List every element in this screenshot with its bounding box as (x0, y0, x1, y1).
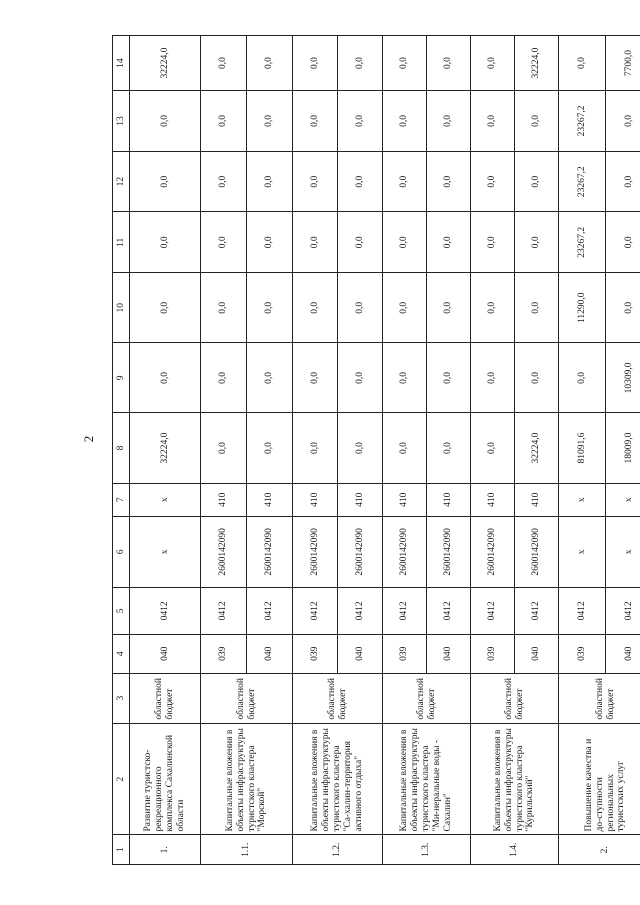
cell-c11: 0,0 (338, 212, 383, 273)
row-name: Развитие туристско-рекреационного комплекса Сахалинской области (130, 723, 201, 835)
row-number: 2. (559, 835, 640, 865)
cell-c10: 0,0 (606, 273, 640, 343)
cell-c13: 0,0 (606, 91, 640, 152)
column-header-4: 4 (113, 634, 130, 673)
column-header-10: 10 (113, 273, 130, 343)
cell-c11: 0,0 (515, 212, 559, 273)
column-header-12: 12 (113, 151, 130, 212)
column-header-11: 11 (113, 212, 130, 273)
cell-c14: 0,0 (247, 36, 293, 91)
cell-c13: 0,0 (293, 91, 338, 152)
cell-c11: 0,0 (427, 212, 471, 273)
cell-c6: x (130, 516, 201, 587)
row-number: 1.3. (383, 835, 471, 865)
row-number: 1.2. (293, 835, 383, 865)
cell-c14: 0,0 (471, 36, 515, 91)
cell-c6: 2600142090 (471, 516, 515, 587)
cell-c10: 0,0 (338, 273, 383, 343)
cell-c10: 0,0 (130, 273, 201, 343)
row-name: Капитальные вложения в объекты инфраструктуры туристского кластера "Ми-неральные воды - Сахалин" (383, 723, 471, 835)
cell-c13: 23267,2 (559, 91, 606, 152)
cell-c9: 0,0 (471, 343, 515, 413)
cell-c14: 0,0 (427, 36, 471, 91)
column-header-14: 14 (113, 36, 130, 91)
cell-c14: 0,0 (559, 36, 606, 91)
cell-c9: 0,0 (515, 343, 559, 413)
cell-c10: 0,0 (293, 273, 338, 343)
row-number: 1.1. (201, 835, 293, 865)
cell-c9: 0,0 (247, 343, 293, 413)
cell-c7: 410 (338, 483, 383, 516)
column-header-13: 13 (113, 91, 130, 152)
row-budget: областной бюджет (130, 673, 201, 723)
header-row (113, 36, 130, 865)
cell-c10: 0,0 (427, 273, 471, 343)
table-row (471, 36, 515, 865)
cell-c12: 0,0 (247, 151, 293, 212)
cell-c14: 0,0 (383, 36, 427, 91)
cell-c4: 039 (383, 634, 427, 673)
cell-c5: 0412 (201, 587, 247, 634)
cell-c14: 32224,0 (130, 36, 201, 91)
cell-c5: 0412 (293, 587, 338, 634)
cell-c6: 2600142090 (293, 516, 338, 587)
cell-c11: 23267,2 (559, 212, 606, 273)
cell-c4: 039 (201, 634, 247, 673)
cell-c13: 0,0 (471, 91, 515, 152)
cell-c11: 0,0 (201, 212, 247, 273)
cell-c13: 0,0 (201, 91, 247, 152)
cell-c7: 410 (515, 483, 559, 516)
cell-c7: 410 (293, 483, 338, 516)
cell-c10: 0,0 (201, 273, 247, 343)
cell-c12: 0,0 (201, 151, 247, 212)
cell-c13: 0,0 (247, 91, 293, 152)
cell-c7: 410 (471, 483, 515, 516)
cell-c4: 040 (606, 634, 640, 673)
cell-c10: 0,0 (247, 273, 293, 343)
cell-c8: 32224,0 (515, 413, 559, 483)
cell-c6: 2600142090 (201, 516, 247, 587)
cell-c7: 410 (247, 483, 293, 516)
cell-c14: 0,0 (338, 36, 383, 91)
table-row (130, 36, 201, 865)
column-header-5: 5 (113, 587, 130, 634)
row-budget: областной бюджет (383, 673, 471, 723)
row-number: 1. (130, 835, 201, 865)
cell-c8: 0,0 (427, 413, 471, 483)
rotated-page-area (107, 35, 632, 905)
cell-c11: 0,0 (606, 212, 640, 273)
row-name: Капитальные вложения в объекты инфраструктуры туристского кластера "Са-халин-территория активного отдыха" (293, 723, 383, 835)
cell-c12: 0,0 (427, 151, 471, 212)
cell-c5: 0412 (471, 587, 515, 634)
cell-c13: 0,0 (427, 91, 471, 152)
column-header-3: 3 (113, 673, 130, 723)
cell-c8: 0,0 (471, 413, 515, 483)
cell-c13: 0,0 (383, 91, 427, 152)
cell-c7: 410 (383, 483, 427, 516)
cell-c5: 0412 (247, 587, 293, 634)
cell-c12: 0,0 (606, 151, 640, 212)
cell-c10: 0,0 (471, 273, 515, 343)
cell-c6: 2600142090 (515, 516, 559, 587)
row-name: Капитальные вложения в объекты инфраструктуры туристского кластера "Морской" (201, 723, 293, 835)
cell-c5: 0412 (383, 587, 427, 634)
column-header-1: 1 (113, 835, 130, 865)
cell-c6: 2600142090 (247, 516, 293, 587)
cell-c9: 0,0 (293, 343, 338, 413)
cell-c12: 0,0 (338, 151, 383, 212)
cell-c7: 410 (427, 483, 471, 516)
cell-c8: 0,0 (293, 413, 338, 483)
cell-c8: 0,0 (247, 413, 293, 483)
cell-c11: 0,0 (471, 212, 515, 273)
column-header-7: 7 (113, 483, 130, 516)
cell-c4: 039 (471, 634, 515, 673)
table-row (559, 36, 606, 865)
cell-c8: 81091,6 (559, 413, 606, 483)
cell-c8: 0,0 (383, 413, 427, 483)
row-budget: областной бюджет (293, 673, 383, 723)
cell-c5: 0412 (338, 587, 383, 634)
row-name: Капитальные вложения в объекты инфраструктуры туристского кластера "Курильский" (471, 723, 559, 835)
cell-c7: 410 (201, 483, 247, 516)
cell-c6: 2600142090 (427, 516, 471, 587)
cell-c12: 0,0 (383, 151, 427, 212)
cell-c8: 32224,0 (130, 413, 201, 483)
cell-c9: 0,0 (427, 343, 471, 413)
cell-c9: 0,0 (559, 343, 606, 413)
cell-c5: 0412 (515, 587, 559, 634)
cell-c4: 040 (515, 634, 559, 673)
cell-c12: 0,0 (471, 151, 515, 212)
cell-c12: 0,0 (130, 151, 201, 212)
budget-table (112, 35, 640, 865)
row-number: 1.4. (471, 835, 559, 865)
cell-c10: 11290,0 (559, 273, 606, 343)
cell-c10: 0,0 (515, 273, 559, 343)
cell-c7: x (606, 483, 640, 516)
cell-c4: 040 (427, 634, 471, 673)
row-budget: областной бюджет (559, 673, 640, 723)
cell-c6: x (559, 516, 606, 587)
cell-c9: 0,0 (383, 343, 427, 413)
cell-c10: 0,0 (383, 273, 427, 343)
column-header-9: 9 (113, 343, 130, 413)
cell-c9: 0,0 (130, 343, 201, 413)
cell-c9: 0,0 (338, 343, 383, 413)
cell-c4: 040 (338, 634, 383, 673)
cell-c5: 0412 (606, 587, 640, 634)
cell-c5: 0412 (130, 587, 201, 634)
cell-c13: 0,0 (515, 91, 559, 152)
cell-c6: 2600142090 (383, 516, 427, 587)
table-row (293, 36, 338, 865)
cell-c13: 0,0 (338, 91, 383, 152)
cell-c6: x (606, 516, 640, 587)
cell-c11: 0,0 (293, 212, 338, 273)
cell-c4: 039 (293, 634, 338, 673)
cell-c5: 0412 (427, 587, 471, 634)
cell-c11: 0,0 (247, 212, 293, 273)
cell-c9: 0,0 (201, 343, 247, 413)
table-row (201, 36, 247, 865)
column-header-8: 8 (113, 413, 130, 483)
cell-c12: 23267,2 (559, 151, 606, 212)
cell-c8: 18009,0 (606, 413, 640, 483)
row-budget: областной бюджет (201, 673, 293, 723)
cell-c6: 2600142090 (338, 516, 383, 587)
cell-c14: 0,0 (293, 36, 338, 91)
cell-c4: 040 (247, 634, 293, 673)
cell-c7: x (130, 483, 201, 516)
row-name: Повышение качества и до-ступности региональных туристских услуг (559, 723, 640, 835)
cell-c14: 7700,0 (606, 36, 640, 91)
cell-c14: 0,0 (201, 36, 247, 91)
cell-c13: 0,0 (130, 91, 201, 152)
cell-c5: 0412 (559, 587, 606, 634)
cell-c8: 0,0 (338, 413, 383, 483)
row-budget: областной бюджет (471, 673, 559, 723)
cell-c8: 0,0 (201, 413, 247, 483)
cell-c4: 040 (130, 634, 201, 673)
cell-c7: x (559, 483, 606, 516)
cell-c12: 0,0 (293, 151, 338, 212)
cell-c11: 0,0 (383, 212, 427, 273)
table-row (383, 36, 427, 865)
column-header-6: 6 (113, 516, 130, 587)
cell-c14: 32224,0 (515, 36, 559, 91)
page-number: 2 (81, 435, 96, 443)
cell-c11: 0,0 (130, 212, 201, 273)
cell-c4: 039 (559, 634, 606, 673)
cell-c9: 10309,0 (606, 343, 640, 413)
column-header-2: 2 (113, 723, 130, 835)
cell-c12: 0,0 (515, 151, 559, 212)
